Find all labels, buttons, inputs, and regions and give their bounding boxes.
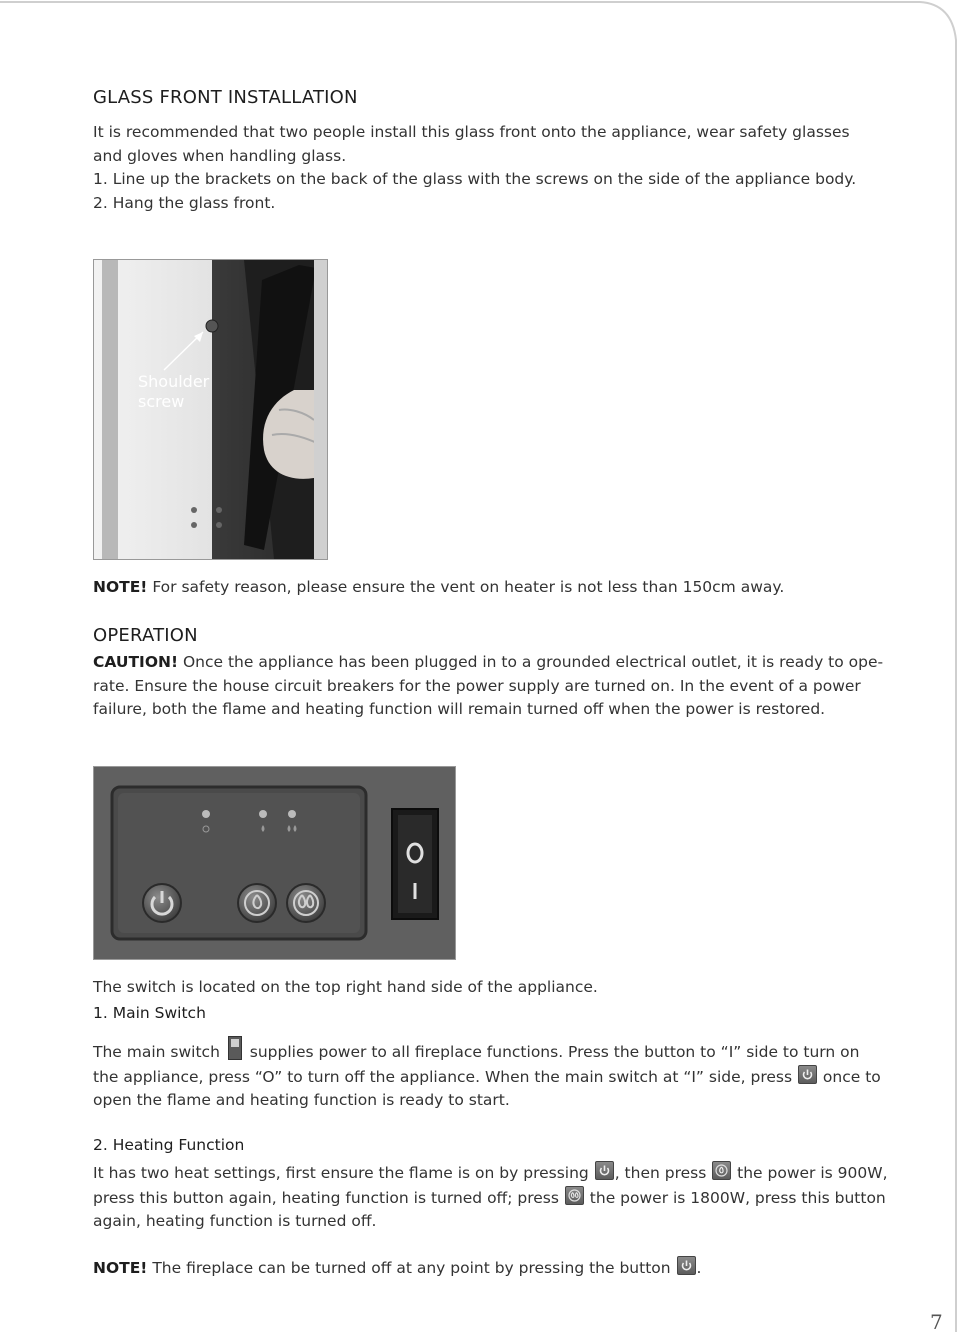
heating-text-1c: the power is 900W, bbox=[732, 1164, 888, 1182]
caution-line-3: failure, both the flame and heating function will remain turned off when the power is restored. bbox=[93, 700, 826, 718]
heating-line-3: again, heating function is turned off. bbox=[93, 1212, 377, 1230]
operation-heading: OPERATION bbox=[93, 625, 198, 646]
double-flame-icon bbox=[565, 1186, 584, 1205]
panel-flame-button bbox=[238, 884, 276, 922]
intro-line-1: It is recommended that two people install this glass front onto the appliance, wear safety glasses bbox=[93, 123, 850, 141]
note-text: For safety reason, please ensure the vent on heater is not less than 150cm away. bbox=[147, 578, 785, 596]
heating-line-2 bbox=[93, 1186, 928, 1211]
final-note-text-b: . bbox=[696, 1259, 702, 1277]
main-switch-text-2a: the appliance, press “O” to turn off the appliance. When the main switch at “I” side, press bbox=[93, 1067, 797, 1086]
panel-rocker-switch bbox=[392, 809, 438, 919]
main-switch-text-1a: The main switch bbox=[93, 1043, 225, 1061]
heating-text-2b: the power is 1800W, press this button bbox=[584, 1188, 886, 1207]
caution-line-2: rate. Ensure the house circuit breakers for the power supply are turned on. In the event of a power bbox=[93, 676, 861, 695]
caution-paragraph bbox=[93, 651, 928, 722]
power-icon bbox=[595, 1161, 614, 1180]
power-icon bbox=[798, 1065, 817, 1084]
main-switch-line-2 bbox=[93, 1065, 928, 1090]
panel-double-flame-button bbox=[287, 884, 325, 922]
heating-line-1 bbox=[93, 1161, 928, 1186]
main-switch-heading: 1. Main Switch bbox=[93, 1004, 206, 1022]
page-number: 7 bbox=[930, 1310, 943, 1334]
photo-label-line-2: screw bbox=[138, 392, 185, 411]
heating-text-2a: press this button again, heating function is turned off; press bbox=[93, 1188, 564, 1207]
caution-text-1: Once the appliance has been plugged in to a grounded electrical outlet, it is ready to ope- bbox=[178, 653, 884, 671]
main-switch-line-1 bbox=[93, 1036, 928, 1065]
photo-label-line-1: Shoulder bbox=[138, 372, 210, 391]
flame-icon bbox=[712, 1161, 731, 1180]
main-switch-paragraph bbox=[93, 1036, 928, 1113]
step-1: 1. Line up the brackets on the back of the glass with the screws on the side of the appliance body. bbox=[93, 170, 857, 188]
heating-text-1b: , then press bbox=[614, 1164, 712, 1182]
heating-function-heading: 2. Heating Function bbox=[93, 1136, 245, 1154]
main-switch-text-1b: supplies power to all fireplace functions. Press the button to “I” side to turn on bbox=[244, 1043, 860, 1061]
main-switch-line-3: open the flame and heating function is ready to start. bbox=[93, 1091, 510, 1109]
final-note-text-a: The fireplace can be turned off at any point by pressing the button bbox=[147, 1259, 676, 1277]
final-note-label: NOTE! bbox=[93, 1259, 148, 1277]
control-panel-photo bbox=[93, 766, 456, 960]
caution-line-1 bbox=[93, 651, 928, 675]
glass-front-heading: GLASS FRONT INSTALLATION bbox=[93, 87, 358, 108]
heating-text-1a: It has two heat settings, first ensure the flame is on by pressing bbox=[93, 1164, 594, 1182]
intro-line-2: and gloves when handling glass. bbox=[93, 146, 347, 165]
panel-power-button bbox=[143, 884, 181, 922]
switch-location-text: The switch is located on the top right hand side of the appliance. bbox=[93, 978, 598, 996]
heating-function-paragraph bbox=[93, 1161, 928, 1234]
final-note bbox=[93, 1256, 928, 1281]
step-2: 2. Hang the glass front. bbox=[93, 193, 276, 212]
installation-photo bbox=[93, 259, 328, 560]
glass-front-intro bbox=[93, 121, 928, 215]
caution-label: CAUTION! bbox=[93, 653, 179, 671]
rocker-switch-icon bbox=[228, 1036, 242, 1060]
note-label: NOTE! bbox=[93, 578, 148, 596]
vent-note bbox=[93, 576, 928, 600]
main-switch-text-2b: once to bbox=[817, 1067, 881, 1086]
power-icon bbox=[677, 1256, 696, 1275]
